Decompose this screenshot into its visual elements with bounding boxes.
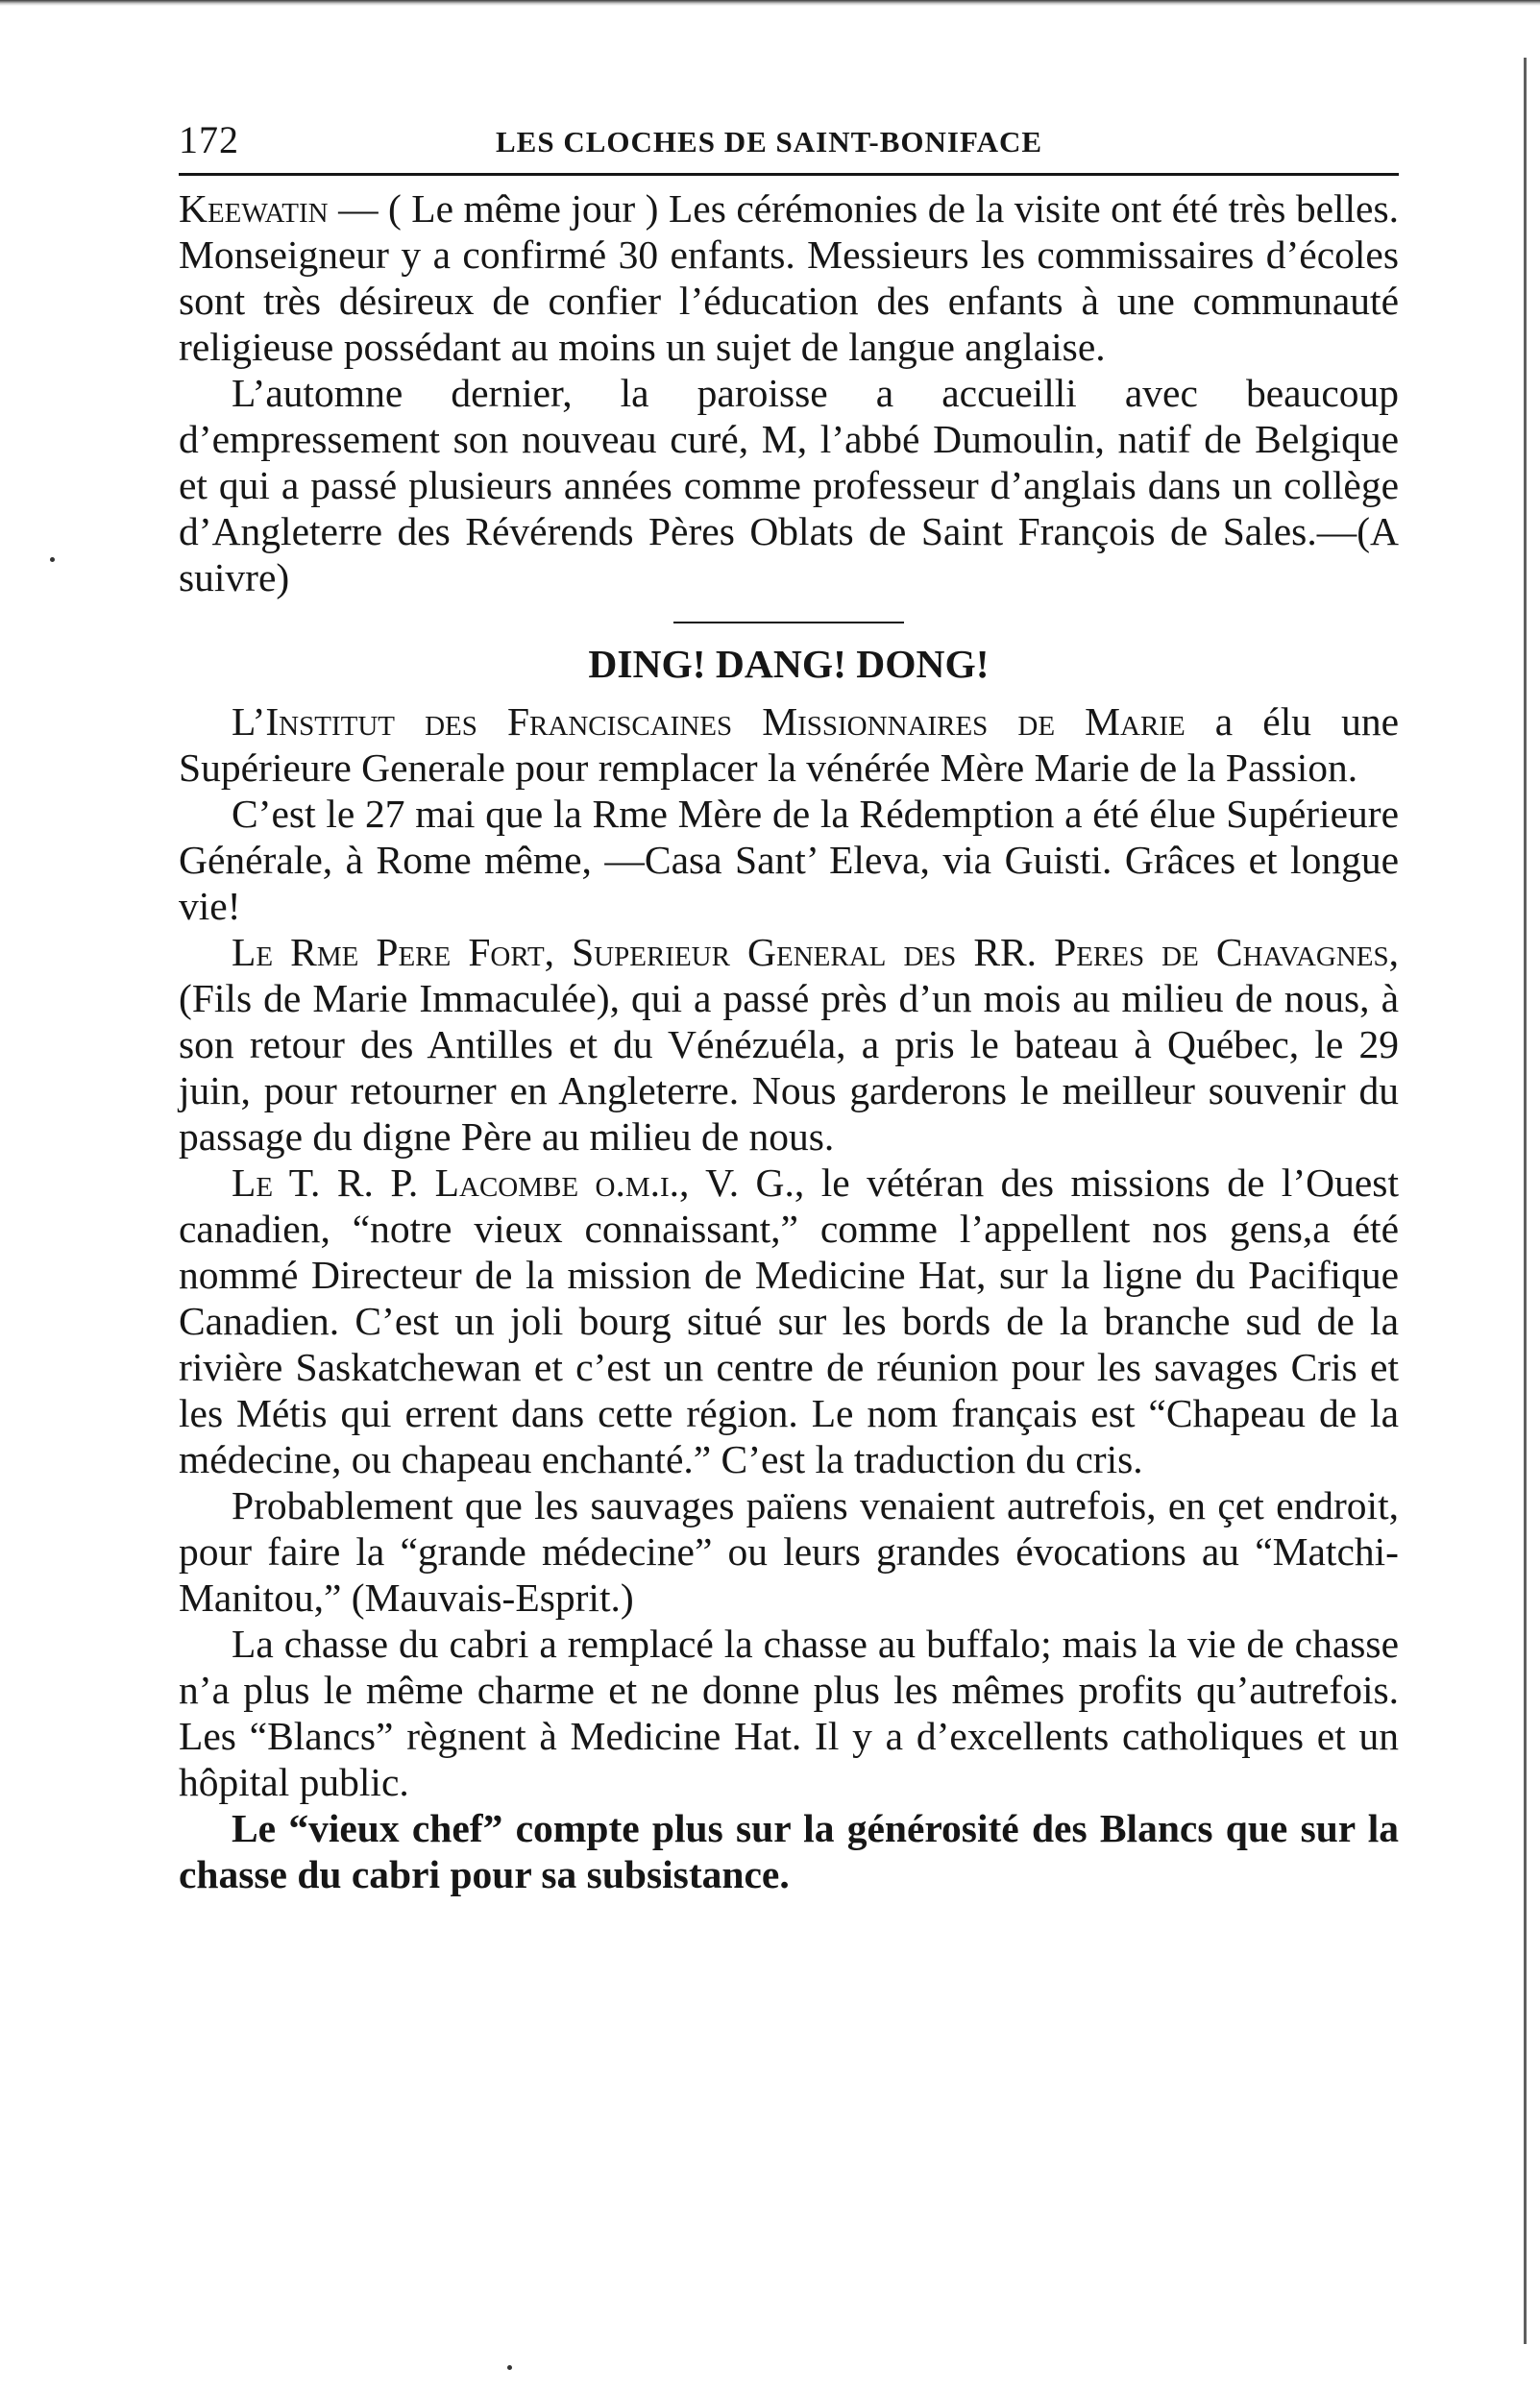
section-title: DING! DANG! DONG! xyxy=(588,642,990,686)
running-title: LES CLOCHES DE SAINT-BONIFACE xyxy=(496,125,1043,159)
scan-speck xyxy=(50,557,55,562)
vieux-chef-paragraph: Le “vieux chef” compte plus sur la générosité des Blancs que sur la chasse du cabri pour sa subsistance. xyxy=(179,1806,1399,1896)
keewatin-paragraph xyxy=(179,185,1399,370)
lacombe-paragraph xyxy=(179,1160,1399,1482)
scan-speck xyxy=(507,2365,512,2370)
sauvages-paragraph: Probablement que les sauvages païens venaient autrefois, en çet endroit, pour faire la “grande médecine” ou leurs grandes évocations au “Matchi-Manitou,” (Mauvais-Esprit.) xyxy=(179,1483,1399,1620)
redemption-paragraph: C’est le 27 mai que la Rme Mère de la Rédemption a été élue Supérieure Générale, à Rome même, —Casa Sant’ Eleva, via Guisti. Grâces et longue vie! xyxy=(179,792,1399,928)
franciscaines-text: a élu une Supérieure Generale pour remplacer la vénérée Mère Marie de la Passion. xyxy=(179,699,1399,790)
franciscaines-paragraph xyxy=(179,698,1399,791)
lacombe-text: le vétéran des missions de l’Ouest canadien, “notre vieux connaissant,” comme l’appellent nos gens,a été nommé Directeur de la mission de Medicine Hat, sur la ligne du Pacifique Canadien. C’est un joli bourg situé sur les bords de la branche sud de la rivière Saskatchewan et c’est un centre de réunion pour les savages Cris et les Métis qui errent dans cette région. Le nom français est “Chapeau de la médecine, ou chapeau enchanté.” C’est la traduction du cris. xyxy=(179,1160,1399,1481)
pere-fort-lead: Le Rme Pere Fort, Superieur General des RR. Peres de Chavagnes, xyxy=(232,930,1399,974)
section-divider xyxy=(673,622,904,623)
scan-right-edge xyxy=(1524,58,1527,2344)
running-head xyxy=(179,104,1399,173)
dumoulin-paragraph: L’automne dernier, la paroisse a accueilli avec beaucoup d’empressement son nouveau curé, M, l’abbé Dumoulin, natif de Belgique et qui a passé plusieurs années comme professeur d’anglais dans un collège d’Angleterre des Révérends Pères Oblats de Saint François de Sales.—(A suivre) xyxy=(179,371,1399,599)
pere-fort-paragraph xyxy=(179,929,1399,1160)
scan-top-edge xyxy=(0,0,1540,6)
cabri-paragraph: La chasse du cabri a remplacé la chasse au buffalo; mais la vie de chasse n’a plus le même charme et ne donne plus les mêmes profits qu’autrefois. Les “Blancs” règnent à Medicine Hat. Il y a d’excellents catholiques et un hôpital public. xyxy=(179,1622,1399,1804)
franciscaines-lead: L’Institut des Franciscaines Missionnaires de Marie xyxy=(232,699,1186,744)
page-number: 172 xyxy=(179,118,239,161)
header-rule xyxy=(179,173,1399,176)
keewatin-lead: Keewatin xyxy=(179,186,329,231)
keewatin-text: — ( Le même jour ) Les cérémonies de la visite ont été très belles. Monseigneur y a confirmé 30 enfants. Messieurs les commissaires d’écoles sont très désireux de confier l’éducation des enfants à une communauté religieuse possédant au moins un sujet de langue anglaise. xyxy=(179,186,1399,369)
lacombe-lead: Le T. R. P. Lacombe o.m.i., V. G., xyxy=(232,1160,805,1205)
book-page xyxy=(179,104,1399,1897)
pere-fort-text: (Fils de Marie Immaculée), qui a passé près d’un mois au milieu de nous, à son retour des Antilles et du Vénézuéla, a pris le bateau à Québec, le 29 juin, pour retourner en Angleterre. Nous garderons le meilleur souvenir du passage du digne Père au milieu de nous. xyxy=(179,976,1399,1159)
